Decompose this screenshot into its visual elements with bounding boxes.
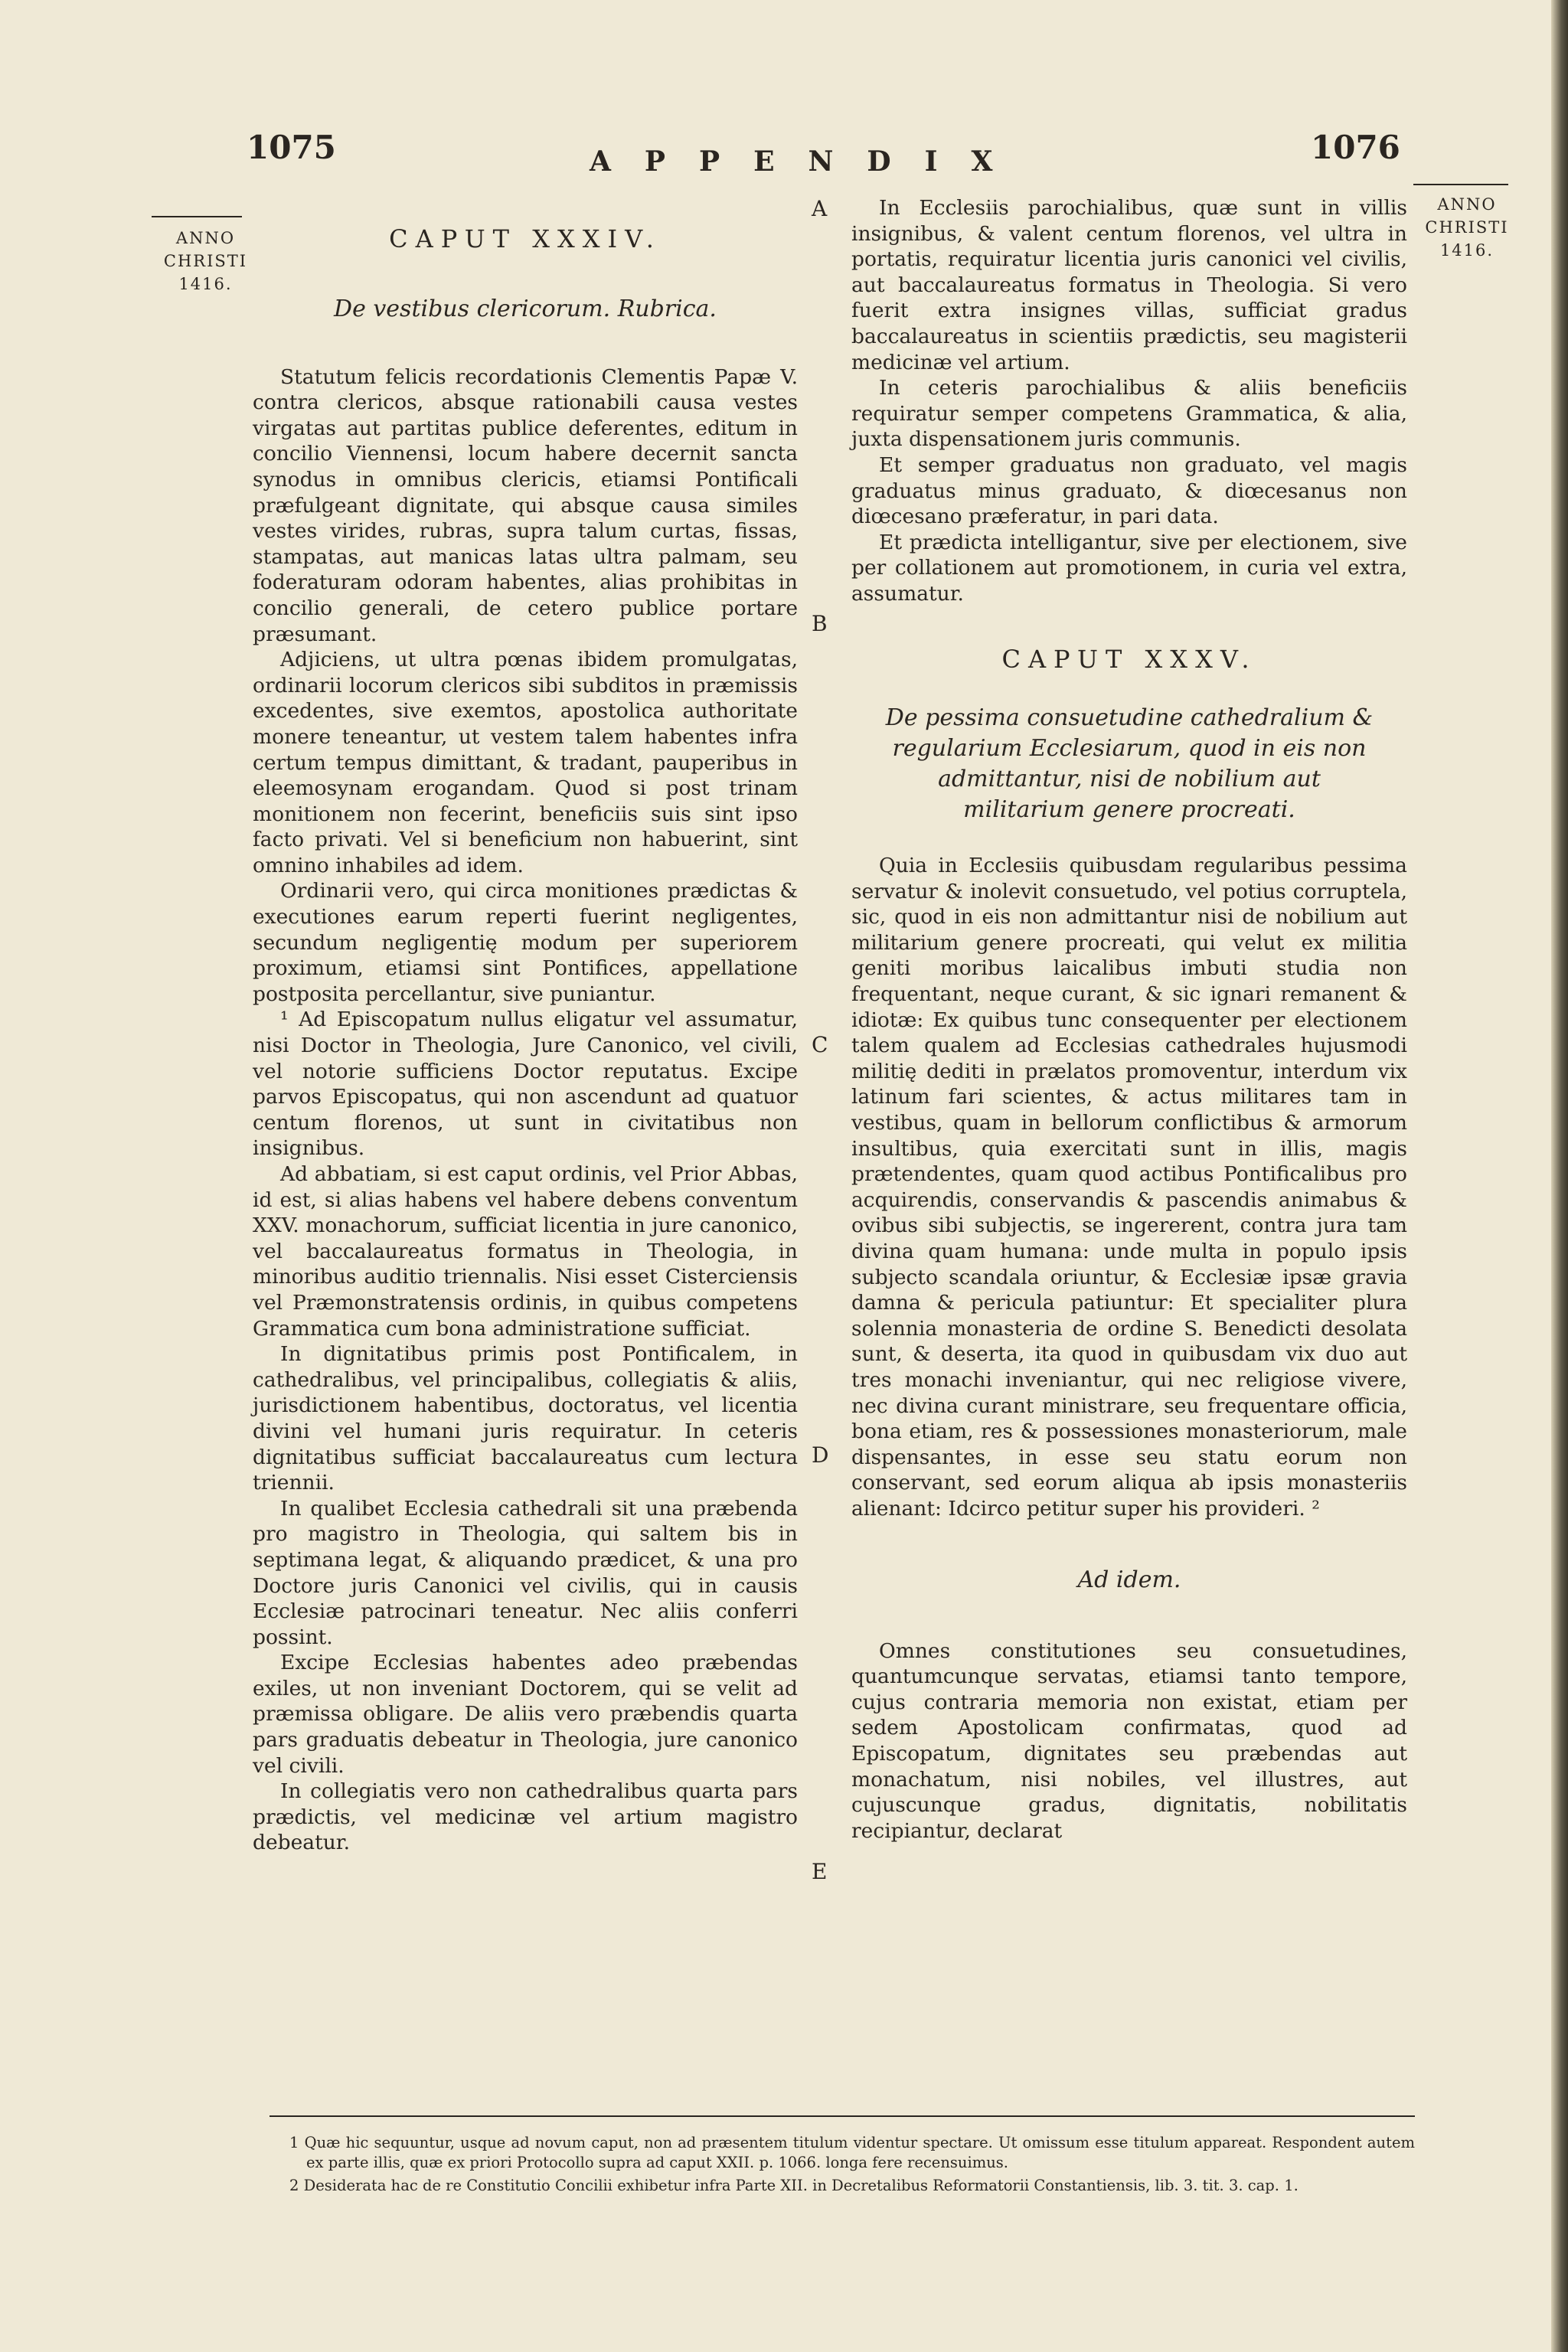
running-head: APPENDIX — [590, 145, 1027, 178]
subheading-ad-idem: Ad idem. — [1077, 1566, 1181, 1593]
paragraph: Adjiciens, ut ultra pœnas ibidem promulgatas, ordinarii locorum clericos sibi subditos in præmissis excedentes, sive exemtos, apostolica authoritate monere teneantur, ut vestem talem habentes infra certum tempus dimittant, & tradant, pauperibus in eleemosynam erogandam. Quod si post trinam monitionem non fecerint, beneficiis suis sint ipso facto privati. Vel si beneficium non habuerint, sint omnino inhabiles ad idem. — [253, 648, 798, 877]
paragraph: Ordinarii vero, qui circa monitiones prædictas & executiones earum reperti fuerint negligentes, secundum negligentię modum per superiorem proximum, etiamsi sint Pontifices, appellatione postposita percellantur, sive puniantur. — [253, 879, 798, 1006]
paragraph: Et prædicta intelligantur, sive per electionem, sive per collationem aut promotionem, in curia vel extra, assumatur. — [851, 530, 1407, 606]
margin-year-right — [1421, 193, 1513, 262]
margin-anno: ANNO — [1437, 195, 1497, 214]
section-letter-d: D — [812, 1442, 829, 1468]
chapter-heading: CAPUT XXXV. — [1001, 644, 1257, 674]
section-letter-a: A — [812, 196, 828, 221]
right-column — [851, 195, 1407, 1844]
paragraph: In dignitatibus primis post Pontificalem, in cathedralibus, vel principalibus, collegiatis & aliis, jurisdictionem habentibus, doctoratus, vel licentia divini vel humani juris requiratur. In ceteris dignitatibus sufficiat baccalaureatus cum lectura triennii. — [253, 1342, 798, 1495]
section-letter-e: E — [812, 1859, 828, 1884]
book-binding-edge — [1551, 0, 1568, 2352]
margin-rule-left — [152, 216, 242, 217]
section-letter-b: B — [812, 611, 828, 636]
paragraph: Ad abbatiam, si est caput ordinis, vel Prior Abbas, id est, si alias habens vel habere debens conventum XXV. monachorum, sufficiat licentia in jure canonico, vel baccalaureatus formatus in Theologia, in minoribus auditio triennalis. Nisi esset Cisterciensis vel Præmonstratensis ordinis, in quibus competens Grammatica cum bona administratione sufficiat. — [253, 1162, 798, 1341]
margin-year-left — [158, 227, 253, 296]
margin-christi: CHRISTI — [163, 252, 248, 270]
page-number-right: 1076 — [1311, 129, 1400, 166]
paragraph: Statutum felicis recordationis Clementis Papæ V. contra clericos, absque rationabili causa vestes virgatas aut partitas publice deferentes, editum in concilio Viennensi, locum habere decernit sancta synodus in omnibus clericis, etiamsi Pontificali præfulgeant dignitate, qui absque causa similes vestes virides, rubras, supra talum curtas, fissas, stampatas, aut manicas latas ultra palmam, seu foderaturam odoram habentes, alias prohibitas in concilio generali, de cetero publice portare præsumant. — [253, 364, 798, 646]
margin-christi: CHRISTI — [1425, 218, 1509, 237]
chapter-rubric: De pessima consuetudine cathedralium & regularium Ecclesiarum, quod in eis non admittantur, nisi de nobilium aut militarium genere procreati. — [885, 704, 1374, 824]
section-letter-c: C — [812, 1032, 828, 1057]
paragraph: Omnes constitutiones seu consuetudines, quantumcunque servatas, etiamsi tanto tempore, cujus contraria memoria non existat, etiam per sedem Apostolicam confirmatas, quod ad Episcopatum, dignitates seu præbendas aut monachatum, nisi nobiles, vel illustres, aut cujuscunque gradus, dignitatis, nobilitatis recipiantur, declarat — [851, 1638, 1407, 1843]
margin-rule-right — [1413, 184, 1508, 185]
margin-year-number: 1416. — [1439, 241, 1494, 260]
left-column — [253, 224, 798, 1856]
paragraph: ¹ Ad Episcopatum nullus eligatur vel assumatur, nisi Doctor in Theologia, Jure Canonico, vel civili, vel notorie sufficiens Doctor reputatus. Excipe parvos Episcopatus, qui non ascendunt ad quatuor centum florenos, ut sunt in civitatibus non insignibus. — [253, 1008, 798, 1161]
chapter-rubric: De vestibus clericorum. Rubrica. — [334, 295, 717, 322]
footnotes — [289, 2133, 1415, 2199]
footnote: 2 Desiderata hac de re Constitutio Concilii exhibetur infra Parte XII. in Decretalibus Reformatorii Constantiensis, lib. 3. tit. 3. cap. 1. — [289, 2177, 1298, 2194]
chapter-heading: CAPUT XXXIV. — [389, 224, 662, 253]
footnote: 1 Quæ hic sequuntur, usque ad novum caput, non ad præsentem titulum videntur spectare. Ut omissum esse titulum appareat. Respondent autem ex parte illis, quæ ex priori Protocollo supra ad caput XXII. p. 1066. longa fere recensuimus. — [289, 2134, 1415, 2171]
paragraph: Quia in Ecclesiis quibusdam regularibus pessima servatur & inolevit consuetudo, vel potius corruptela, sic, quod in eis non admittantur nisi de nobilium aut militarium genere procreati, qui velut ex militia geniti moribus laicalibus imbuti studia non frequentant, neque curant, & sic ignari remanent & idiotæ: Ex quibus tunc consequenter per electionem talem qualem ad Ecclesias cathedrales hujusmodi militię dediti in prælatos promoventur, interdum vix latinum fari scientes, & actus militares tam in vestibus, quam in bellorum conflictibus & armorum insultibus, quia exercitati sunt in illis, magis prætendentes, quam quod actibus Pontificalibus pro acquirendis, conservandis & pascendis animabus & ovibus sibi subjectis, se ingererent, contra jura tam divina quam humana: unde multa in populo ipsis subjecto scandala oriuntur, & Ecclesiæ ipsæ gravia damna & pericula patiuntur: Et specialiter plura solennia monasteria de ordine S. Benedicti desolata sunt, & deserta, ita quod in quibusdam vix duo aut tres monachi inveniantur, qui nec religiose vivere, nec divina curant ministrare, seu frequentare officia, bona etiam, res & possessiones monasteriorum, male dispensantes, in esse seu statu eorum non conservant, sed eorum aliqua ab ipsis monasteriis alienant: Idcirco petitur super his provideri. ² — [851, 854, 1407, 1521]
footnote-rule — [270, 2115, 1415, 2117]
page-number-left: 1075 — [247, 129, 336, 166]
paragraph: In collegiatis vero non cathedralibus quarta pars prædictis, vel medicinæ vel artium magistro debeatur. — [253, 1779, 798, 1855]
margin-year-number: 1416. — [178, 275, 233, 293]
paragraph: In Ecclesiis parochialibus, quæ sunt in villis insignibus, & valent centum florenos, vel ultra in portatis, requiratur licentia juris canonici vel civilis, aut baccalaureatus formatus in Theologia. Si vero fuerit extra insignes villas, sufficiat gradus baccalaureatus in scientiis prædictis, seu magisterii medicinæ vel artium. — [851, 196, 1407, 374]
paragraph: Excipe Ecclesias habentes adeo præbendas exiles, ut non inveniant Doctorem, qui se velit ad præmissa obligare. De aliis vero præbendis quarta pars graduatis debeatur in Theologia, jure canonico vel civili. — [253, 1651, 798, 1778]
paragraph: Et semper graduatus non graduato, vel magis graduatus minus graduato, & diœcesanus non diœcesano præferatur, in pari data. — [851, 452, 1407, 529]
paragraph: In qualibet Ecclesia cathedrali sit una præbenda pro magistro in Theologia, qui saltem bis in septimana legat, & aliquando prædicet, & una pro Doctore juris Canonici vel civilis, qui in causis Ecclesiæ patrocinari teneatur. Nec aliis conferri possint. — [253, 1496, 798, 1649]
margin-anno: ANNO — [175, 229, 236, 247]
paragraph: In ceteris parochialibus & aliis beneficiis requiratur semper competens Grammatica, & alia, juxta dispensationem juris communis. — [851, 376, 1407, 452]
